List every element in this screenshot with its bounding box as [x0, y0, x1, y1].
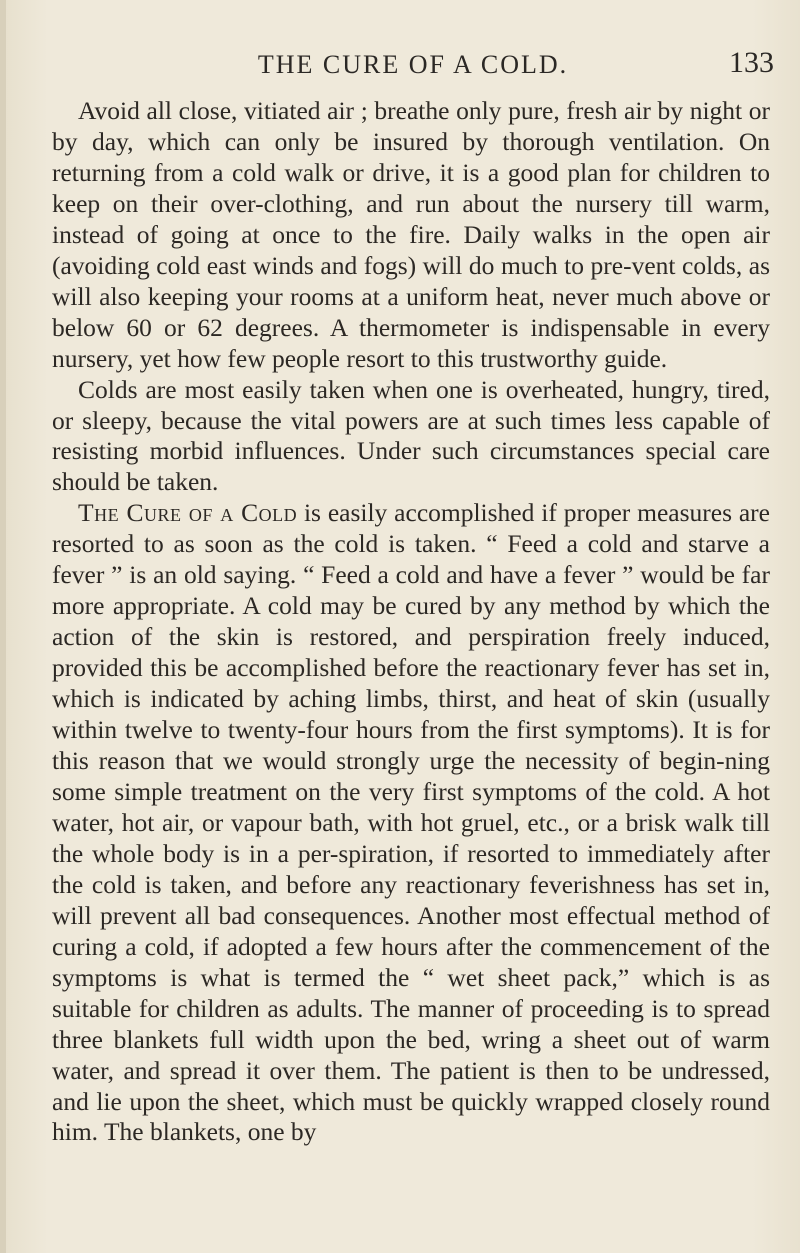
section-lead-heading: The Cure of a Cold: [78, 498, 298, 528]
page-number: 133: [729, 46, 774, 79]
paragraph-text: Colds are most easily taken when one is overheated, hungry, tired, or sleepy, because the vital powers are at such times less capable of resisting morbid influences. Under such circumstances special care should be taken.: [52, 374, 770, 497]
paragraph-text: Avoid all close, vitiated air ; breathe only pure, fresh air by night or by day, which can only be insured by thorough ventilation. On returning from a cold walk or drive, it is a good plan for children to keep on their over-clothing, and run about the nursery till warm, instead of going at once to the fire. Daily walks in the open air (avoiding cold east winds and fogs) will do much to pre-vent colds, as will also keeping your rooms at a uniform heat, never much above or below 60 or 62 degrees. A thermometer is indispensable in every nursery, yet how few people resort to this trustworthy guide.: [52, 96, 770, 373]
page-header: [52, 46, 774, 90]
paragraph-text: is easily accomplished if proper measures are resorted to as soon as the cold is taken. “ Feed a cold and starve a fever ” is an old saying. “ Feed a cold and have a fever ” would be far more appropriate. A cold may be cured by any method by which the action of the skin is restored, and perspiration freely induced, provided this be accomplished before the reactionary fever has set in, which is indicated by aching limbs, thirst, and heat of skin (usually within twelve to twenty-four hours from the first symptoms). It is for this reason that we would strongly urge the necessity of begin-ning some simple treatment on the very first symptoms of the cold. A hot water, hot air, or vapour bath, with hot gruel, etc., or a brisk walk till the whole body is in a per-spiration, if resorted to immediately after the cold is taken, and before any reactionary feverishness has set in, will prevent all bad consequences. Another most effectual method of curing a cold, if adopted a few hours after the commencement of the symptoms is what is termed the “ wet sheet pack,” which is as suitable for children as adults. The manner of proceeding is to spread three blankets full width upon the bed, wring a sheet out of warm water, and spread it over them. The patient is then to be undressed, and lie upon the sheet, which must be quickly wrapped closely round him. The blankets, one by: [52, 498, 770, 1147]
paragraph-overheated: [52, 375, 770, 499]
paragraph-cure-of-a-cold: [52, 498, 770, 1148]
running-head: THE CURE OF A COLD.: [257, 50, 569, 79]
page-edge-shadow: [0, 0, 6, 1253]
paragraph-ventilation: [52, 96, 770, 375]
body-text: [52, 96, 770, 1148]
